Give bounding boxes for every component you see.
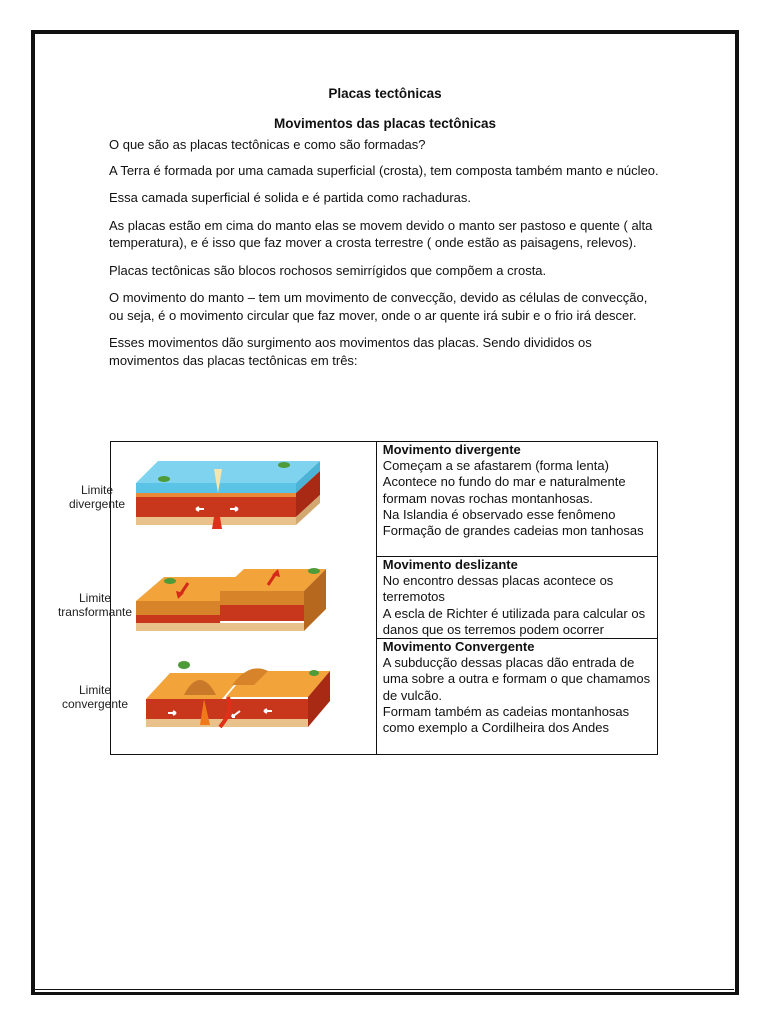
label-line: Limite [78, 591, 111, 605]
label-divergent [58, 483, 136, 511]
paragraph-plate-movements-intro: Esses movimentos dão surgimento aos movimentos das placas. Sendo divididos os movimentos das placas tectônicas em três: [109, 335, 592, 368]
document-title: Placas tectônicas [328, 86, 442, 101]
divergent-boundary-diagram [134, 457, 324, 529]
paragraph-mantle-movement: O movimento do manto – tem um movimento de convecção, devido as células de convecção, ou seja, é o movimento circular que faz mover, onde o ar quente irá subir e o frio irá descer. [109, 290, 648, 323]
paragraph-plates-definition: Placas tectônicas são blocos rochosos semirrígidos que compõem a crosta. [109, 262, 547, 278]
movements-section [54, 441, 658, 755]
label-line: convergente [61, 697, 129, 711]
plate-boundaries-illustration [54, 441, 384, 755]
divergent-title: Movimento divergente [382, 442, 521, 457]
convergent-line: Formam também as cadeias montanhosas como exemplo a Cordilheira dos Andes [382, 703, 630, 736]
label-line: Limite [78, 683, 111, 697]
divergent-line: Na Islandia é observado esse fenômeno [382, 506, 616, 522]
convergent-cell [376, 639, 657, 755]
document-body [109, 84, 661, 369]
divergent-line: Começam a se afastarem (forma lenta) [382, 458, 609, 474]
convergent-boundary-diagram [144, 655, 334, 737]
paragraph-surface-layer: Essa camada superficial é solida e é partida como rachaduras. [109, 190, 472, 205]
label-transform [54, 591, 136, 619]
divergent-line: Acontece no fundo do mar e naturalmente formam novas rochas montanhosas. [382, 474, 626, 506]
label-line: Limite [80, 483, 113, 497]
transform-title: Movimento deslizante [382, 557, 518, 572]
convergent-line: A subducção dessas placas dão entrada de uma sobre a outra e formam o que chamamos de vulcão. [382, 655, 651, 703]
paragraph-earth-layers: A Terra é formada por uma camada superficial (crosta), tem composta também manto e núcleo. [109, 162, 659, 178]
label-line: transformante [57, 605, 133, 619]
label-convergent [56, 683, 134, 711]
transform-line: No encontro dessas placas acontece os terremotos [382, 573, 614, 605]
divergent-line: Formação de grandes cadeias mon tanhosas [382, 523, 644, 539]
document-subtitle: Movimentos das placas tectônicas [273, 116, 497, 131]
transform-cell [376, 557, 657, 639]
transform-line: A escla de Richter é utilizada para calcular os danos que os terremos podem ocorrer [382, 605, 646, 637]
convergent-title: Movimento Convergente [382, 639, 535, 655]
page-border-line [34, 989, 734, 990]
label-line: divergente [68, 497, 126, 511]
paragraph-question: O que são as placas tectônicas e como são formadas? [109, 137, 426, 152]
transform-boundary-diagram [134, 561, 330, 637]
divergent-cell [376, 442, 657, 557]
paragraph-plates-mantle: As placas estão em cima do manto elas se movem devido o manto ser pastoso e quente ( alta temperatura), e é isso que faz mover a crosta terrestre ( onde estão as paisagens, relevos). [109, 217, 653, 250]
